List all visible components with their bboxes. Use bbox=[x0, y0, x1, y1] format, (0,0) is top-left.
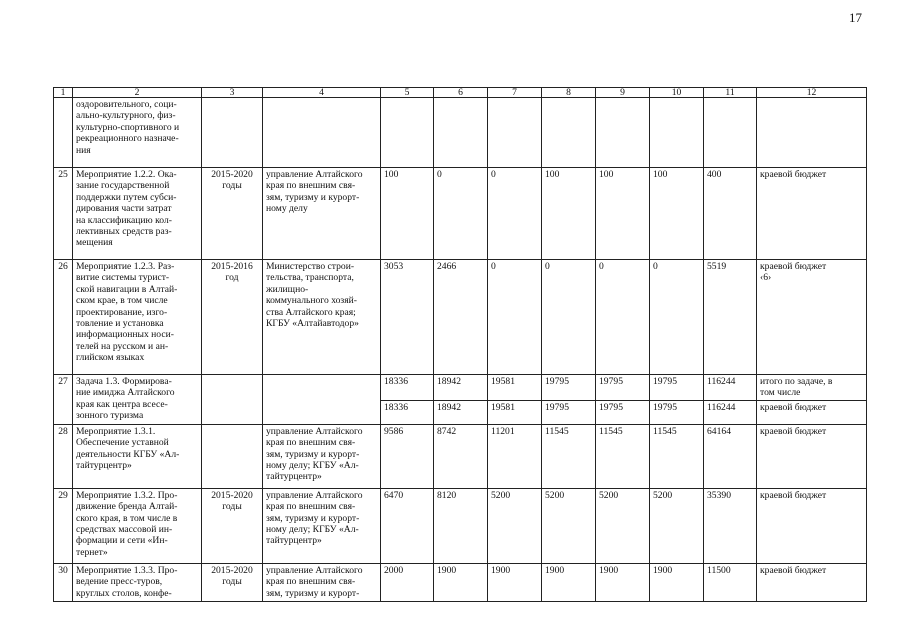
value-cell: 0 bbox=[542, 260, 596, 375]
task-name bbox=[73, 375, 202, 425]
value-cell: 100 bbox=[596, 168, 650, 260]
value-cell: 19795 bbox=[650, 375, 704, 401]
value-cell: 100 bbox=[650, 168, 704, 260]
column-number: 11 bbox=[704, 88, 757, 98]
value-cell: 11545 bbox=[542, 424, 596, 488]
executor-cell bbox=[263, 563, 381, 601]
column-number-row bbox=[54, 88, 867, 98]
period-text: 2015-2020 годы bbox=[211, 564, 253, 588]
column-number: 6 bbox=[434, 88, 488, 98]
executor-cell bbox=[263, 260, 381, 375]
executor-cell bbox=[263, 488, 381, 563]
total-cell: 64164 bbox=[704, 424, 757, 488]
period-text: 2015-2016 год bbox=[211, 261, 253, 284]
table-row bbox=[54, 168, 867, 260]
period-text: 2015-2020 годы bbox=[211, 169, 253, 192]
period-text: 2015-2020 годы bbox=[211, 489, 253, 513]
row-number: 25 bbox=[54, 168, 73, 260]
value-cell: 1900 bbox=[596, 563, 650, 601]
value-cell: 3053 bbox=[381, 260, 434, 375]
table-row bbox=[54, 375, 867, 401]
row-number bbox=[54, 98, 73, 168]
value-cell: 2000 bbox=[381, 563, 434, 601]
value-cell bbox=[650, 98, 704, 168]
value-cell: 8120 bbox=[434, 488, 488, 563]
column-number: 2 bbox=[73, 88, 202, 98]
source-text: краевой бюджет bbox=[760, 564, 827, 576]
program-table bbox=[53, 87, 867, 602]
value-cell: 6470 bbox=[381, 488, 434, 563]
source-cell bbox=[757, 488, 867, 563]
activity-name bbox=[73, 424, 202, 488]
period-cell bbox=[202, 168, 263, 260]
activity-name bbox=[73, 98, 202, 168]
value-cell: 100 bbox=[381, 168, 434, 260]
table-row bbox=[54, 488, 867, 563]
value-cell: 18336 bbox=[381, 400, 434, 424]
row-number: 30 bbox=[54, 563, 73, 601]
source-cell bbox=[757, 400, 867, 424]
value-cell bbox=[596, 98, 650, 168]
value-cell: 2466 bbox=[434, 260, 488, 375]
source-text: итого по задаче, в том числе bbox=[760, 376, 833, 399]
column-number: 12 bbox=[757, 88, 867, 98]
value-cell: 19795 bbox=[650, 400, 704, 424]
total-cell: 5519 bbox=[704, 260, 757, 375]
value-cell: 19795 bbox=[542, 400, 596, 424]
value-cell: 5200 bbox=[488, 488, 542, 563]
activity-name bbox=[73, 168, 202, 260]
executor-cell bbox=[263, 98, 381, 168]
value-cell bbox=[381, 98, 434, 168]
column-number: 7 bbox=[488, 88, 542, 98]
column-number: 1 bbox=[54, 88, 73, 98]
executor-cell bbox=[263, 375, 381, 425]
source-cell bbox=[757, 563, 867, 601]
source-cell bbox=[757, 260, 867, 375]
column-number: 5 bbox=[381, 88, 434, 98]
value-cell: 5200 bbox=[650, 488, 704, 563]
task-text: Задача 1.3. Формирова- ние имиджа Алтайского края как центра всесе- зонного туризма bbox=[76, 376, 175, 422]
value-cell bbox=[704, 98, 757, 168]
period-cell bbox=[202, 424, 263, 488]
activity-name bbox=[73, 488, 202, 563]
period-cell bbox=[202, 488, 263, 563]
value-cell: 1900 bbox=[434, 563, 488, 601]
total-cell: 400 bbox=[704, 168, 757, 260]
value-cell: 100 bbox=[542, 168, 596, 260]
period-cell bbox=[202, 375, 263, 425]
value-cell bbox=[488, 98, 542, 168]
row-number: 27 bbox=[54, 375, 73, 425]
value-cell: 5200 bbox=[542, 488, 596, 563]
column-number: 4 bbox=[263, 88, 381, 98]
activity-text: Мероприятие 1.3.3. Про- ведение пресс-туров, круглых столов, конфе- bbox=[76, 564, 178, 599]
value-cell: 19581 bbox=[488, 375, 542, 401]
table-row bbox=[54, 563, 867, 601]
row-number: 28 bbox=[54, 424, 73, 488]
total-cell: 116244 bbox=[704, 400, 757, 424]
activity-text: Мероприятие 1.2.3. Раз- витие системы турист- ской навигации в Алтай- ском крае, в том числе проектирование, изго- товление и установка информационных носи- телей на русском и ан- глийском языках bbox=[76, 261, 178, 364]
source-cell bbox=[757, 375, 867, 401]
row-number: 26 bbox=[54, 260, 73, 375]
table-row bbox=[54, 260, 867, 375]
activity-name bbox=[73, 260, 202, 375]
activity-text: оздоровительного, соци- ально-культурного, физ- культурно-спортивного и рекреационного назначе- ния bbox=[76, 99, 180, 156]
executor-cell bbox=[263, 168, 381, 260]
executor-cell bbox=[263, 424, 381, 488]
total-cell: 116244 bbox=[704, 375, 757, 401]
total-cell: 11500 bbox=[704, 563, 757, 601]
source-text: краевой бюджет bbox=[760, 489, 827, 501]
source-text: краевой бюджет bbox=[760, 169, 827, 180]
value-cell: 11201 bbox=[488, 424, 542, 488]
value-cell bbox=[542, 98, 596, 168]
period-cell bbox=[202, 563, 263, 601]
column-number: 10 bbox=[650, 88, 704, 98]
value-cell: 19795 bbox=[542, 375, 596, 401]
activity-text: Мероприятие 1.3.1. Обеспечение уставной деятельности КГБУ «Ал- тайтурцентр» bbox=[76, 425, 180, 472]
value-cell: 0 bbox=[488, 168, 542, 260]
activity-name bbox=[73, 563, 202, 601]
value-cell: 9586 bbox=[381, 424, 434, 488]
value-cell bbox=[434, 98, 488, 168]
value-cell: 1900 bbox=[488, 563, 542, 601]
value-cell: 11545 bbox=[596, 424, 650, 488]
value-cell: 0 bbox=[488, 260, 542, 375]
value-cell: 19581 bbox=[488, 400, 542, 424]
table-row bbox=[54, 98, 867, 168]
value-cell: 0 bbox=[650, 260, 704, 375]
value-cell: 18942 bbox=[434, 375, 488, 401]
source-text: краевой бюджет ‹6› bbox=[760, 261, 827, 284]
period-cell bbox=[202, 98, 263, 168]
activity-text: Мероприятие 1.3.2. Про- движение бренда Алтай- ского края, в том числе в средствах массовой ин- формации и сети «Ин- тернет» bbox=[76, 489, 178, 558]
table-row bbox=[54, 424, 867, 488]
total-cell: 35390 bbox=[704, 488, 757, 563]
column-number: 9 bbox=[596, 88, 650, 98]
value-cell: 8742 bbox=[434, 424, 488, 488]
value-cell: 18336 bbox=[381, 375, 434, 401]
value-cell: 19795 bbox=[596, 375, 650, 401]
activity-text: Мероприятие 1.2.2. Ока- зание государственной поддержки путем субси- дирования части затрат на классификацию кол- лективных средств раз- мещения bbox=[76, 169, 177, 249]
executor-text: управление Алтайского края по внешним свя- зям, туризму и курорт- ному делу bbox=[266, 169, 363, 215]
column-number: 8 bbox=[542, 88, 596, 98]
period-cell bbox=[202, 260, 263, 375]
source-text: краевой бюджет bbox=[760, 425, 827, 437]
executor-text: управление Алтайского края по внешним свя- зям, туризму и курорт- bbox=[266, 564, 363, 599]
executor-text: управление Алтайского края по внешним свя- зям, туризму и курорт- ному делу; КГБУ «Ал- тайтурцентр» bbox=[266, 489, 363, 547]
executor-text: управление Алтайского края по внешним свя- зям, туризму и курорт- ному делу; КГБУ «Ал- тайтурцентр» bbox=[266, 425, 363, 483]
value-cell: 1900 bbox=[542, 563, 596, 601]
value-cell: 0 bbox=[596, 260, 650, 375]
value-cell: 11545 bbox=[650, 424, 704, 488]
value-cell: 0 bbox=[434, 168, 488, 260]
source-cell bbox=[757, 424, 867, 488]
executor-text: Министерство строи- тельства, транспорта, жилищно- коммунального хозяй- ства Алтайского края; КГБУ «Алтайавтодор» bbox=[266, 261, 359, 330]
source-cell bbox=[757, 98, 867, 168]
column-number: 3 bbox=[202, 88, 263, 98]
source-text: краевой бюджет bbox=[760, 401, 827, 413]
page-number: 17 bbox=[849, 10, 862, 25]
value-cell: 18942 bbox=[434, 400, 488, 424]
source-cell bbox=[757, 168, 867, 260]
value-cell: 19795 bbox=[596, 400, 650, 424]
row-number: 29 bbox=[54, 488, 73, 563]
value-cell: 1900 bbox=[650, 563, 704, 601]
value-cell: 5200 bbox=[596, 488, 650, 563]
